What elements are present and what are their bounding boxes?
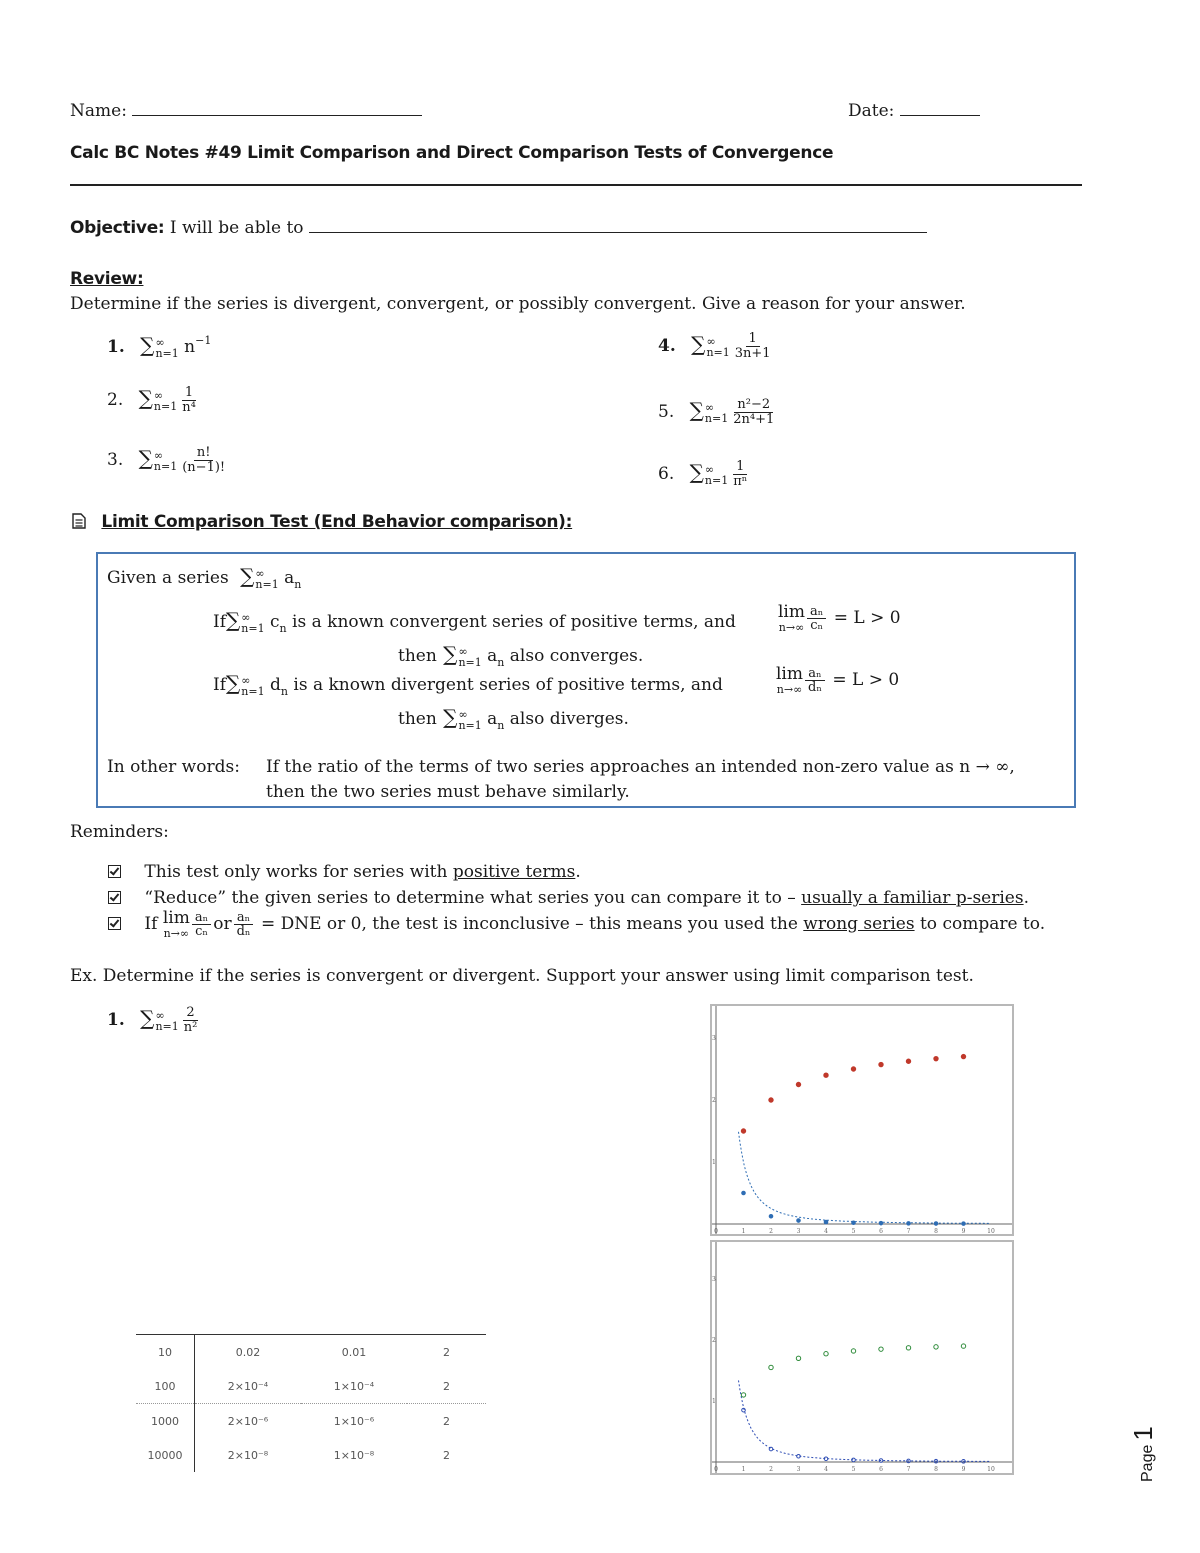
reminder-1: This test only works for series with positive terms. [108,862,581,882]
x-tick-label: 0 [714,1466,718,1473]
example-instructions: Ex. Determine if the series is convergent or divergent. Support your answer using limit comparison test. [70,966,974,986]
reminder-2: “Reduce” the given series to determine what series you can compare it to – usually a familiar p-series. [108,888,1029,908]
ratio-point [796,1082,800,1086]
title-divider [70,184,1082,186]
graph-2 [710,1240,1014,1475]
ratio-point [961,1054,965,1058]
x-tick-label: 7 [906,1228,911,1234]
ratio-point [934,1056,938,1060]
term-point [934,1222,938,1226]
lct-given: Given a series ∑ ∞ n=1 $a_n$ [107,564,302,591]
values-table-wrap [136,1334,486,1472]
ratio-point [741,1393,745,1397]
review-problem-4: 4. ∑ ∞ n=1 $\frac{1}{3n+1}$ [658,331,771,361]
x-tick-label: 4 [824,1228,828,1234]
term-point [769,1447,773,1451]
x-tick-label: 0 [714,1228,718,1234]
x-tick-label: 8 [934,1228,938,1234]
y-tick-label: 1 [712,1398,716,1405]
lct-other-words-line2: then the two series must behave similarly. [266,782,630,802]
lct-if-convergent: If∑ ∞ n=1 $c_n$ is a known convergent series of positive terms, and [213,608,736,635]
term-point [824,1220,828,1224]
x-tick-label: 10 [987,1466,995,1473]
x-tick-label: 3 [796,1228,801,1234]
date-label: Date: [848,101,895,121]
x-tick-label: 7 [906,1466,911,1473]
table-row: 1000 2×10⁻⁶ 1×10⁻⁶ 2 [136,1404,486,1439]
ratio-point [879,1347,883,1351]
x-tick-label: 4 [824,1466,828,1473]
review-problem-3: 3. ∑ ∞ n=1 $\frac{n!}{(n-1)!}$ [107,445,226,475]
term-point [742,1191,746,1195]
lct-heading: Limit Comparison Test (End Behavior comparison): [101,512,573,532]
term-point [852,1221,856,1225]
review-problem-6: 6. ∑ ∞ n=1 $\frac{1}{\text{πⁿ}}$ [658,459,748,489]
term-curve [739,1380,991,1461]
ratio-point [824,1352,828,1356]
x-tick-label: 8 [934,1466,938,1473]
x-tick-label: 6 [879,1466,883,1473]
y-tick-label: 2 [712,1097,716,1104]
objective-label: Objective: [70,218,165,238]
term-point [907,1222,911,1226]
reminder-3: If lim n→∞ $\frac{\text{aₙ}}{\text{cₙ}}$ or $\frac{\text{aₙ}}{\text{dₙ}}$ = DNE or 0, the test is inconclusive – this means you used the wrong series to compare to. [108,910,1045,939]
review-heading: Review: [70,269,144,289]
lct-definition-box [96,552,1076,808]
term-point [879,1221,883,1225]
x-tick-label: 10 [987,1228,995,1234]
x-tick-label: 5 [851,1466,856,1473]
name-field[interactable] [70,101,422,121]
review-instructions: Determine if the series is divergent, convergent, or possibly convergent. Give a reason for your answer. [70,294,966,314]
objective-line [70,218,927,238]
graph-2-plot [712,1242,1012,1473]
lct-other-words-line1: If the ratio of the terms of two series approaches an intended non-zero value as n → ∞, [266,757,1015,777]
page-title: Calc BC Notes #49 Limit Comparison and Direct Comparison Tests of Convergence [70,143,834,163]
lct-heading-row [72,512,572,532]
checkbox-icon [108,891,121,904]
x-tick-label: 2 [769,1228,773,1234]
x-tick-label: 9 [961,1466,966,1473]
ratio-point [906,1059,910,1063]
y-tick-label: 1 [712,1159,716,1166]
table-row: 10000 2×10⁻⁸ 1×10⁻⁸ 2 [136,1438,486,1472]
values-table [136,1334,486,1472]
ratio-point [824,1073,828,1077]
review-problem-5: 5. ∑ ∞ n=1 $\frac{\text{n²−2}}{\text{2n⁴+1}}$ [658,397,775,427]
name-label: Name: [70,101,127,121]
name-blank[interactable] [132,115,422,116]
checkbox-icon [108,917,121,930]
graph-1 [710,1004,1014,1236]
page-number-block [1128,1410,1188,1490]
date-blank[interactable] [900,115,980,116]
term-point [797,1219,801,1223]
lct-if-divergent: If∑ ∞ n=1 $d_n$ is a known divergent series of positive terms, and [213,671,723,698]
y-tick-label: 2 [712,1337,716,1344]
term-point [769,1214,773,1218]
lct-other-words-label: In other words: [107,757,240,777]
page-number: 1 [1128,1426,1158,1441]
checkbox-icon [108,865,121,878]
ratio-point [879,1062,883,1066]
review-problem-2: 2. ∑ ∞ n=1 $\frac{1}{\text{n⁴}}$ [107,385,196,415]
review-problem-1: 1. ∑ ∞ n=1 $n^{-1}$ [107,333,212,360]
graph-1-plot [712,1006,1012,1234]
ratio-point [961,1344,965,1348]
term-curve [739,1132,991,1224]
x-tick-label: 6 [879,1228,883,1234]
ratio-point [796,1356,800,1360]
lct-then-converges: then ∑ ∞ n=1 $a_n$ also converges. [398,642,644,669]
x-tick-label: 3 [796,1466,801,1473]
x-tick-label: 1 [741,1466,746,1473]
document-icon [72,513,86,529]
objective-text: I will be able to [169,218,304,238]
example-problem-1: 1. ∑ ∞ n=1 $\frac{2}{\text{n²}}$ [107,1005,198,1035]
y-tick-label: 3 [712,1276,716,1283]
x-tick-label: 9 [961,1228,966,1234]
page-label: Page [1139,1444,1156,1482]
date-field[interactable] [848,101,980,121]
ratio-point [934,1345,938,1349]
ratio-point [769,1098,773,1102]
reminders-heading: Reminders: [70,822,169,842]
y-tick-label: 3 [712,1035,716,1042]
lct-then-diverges: then ∑ ∞ n=1 $a_n$ also diverges. [398,705,629,732]
lct-limit-1: lim n→∞ $\frac{\text{aₙ}}{\text{cₙ}}$ = L > 0 [778,602,901,634]
ratio-point [906,1346,910,1350]
lct-limit-2: lim n→∞ $\frac{\text{aₙ}}{\text{dₙ}}$ = L > 0 [776,664,900,696]
ratio-point [769,1365,773,1369]
term-point [962,1222,966,1226]
ratio-point [851,1067,855,1071]
x-tick-label: 5 [851,1228,856,1234]
x-tick-label: 1 [741,1228,746,1234]
table-row: 100 2×10⁻⁴ 1×10⁻⁴ 2 [136,1369,486,1404]
table-row: 10 0.02 0.01 2 [136,1335,486,1370]
ratio-point [851,1349,855,1353]
objective-blank[interactable] [309,232,927,233]
ratio-point [741,1129,745,1133]
x-tick-label: 2 [769,1466,773,1473]
